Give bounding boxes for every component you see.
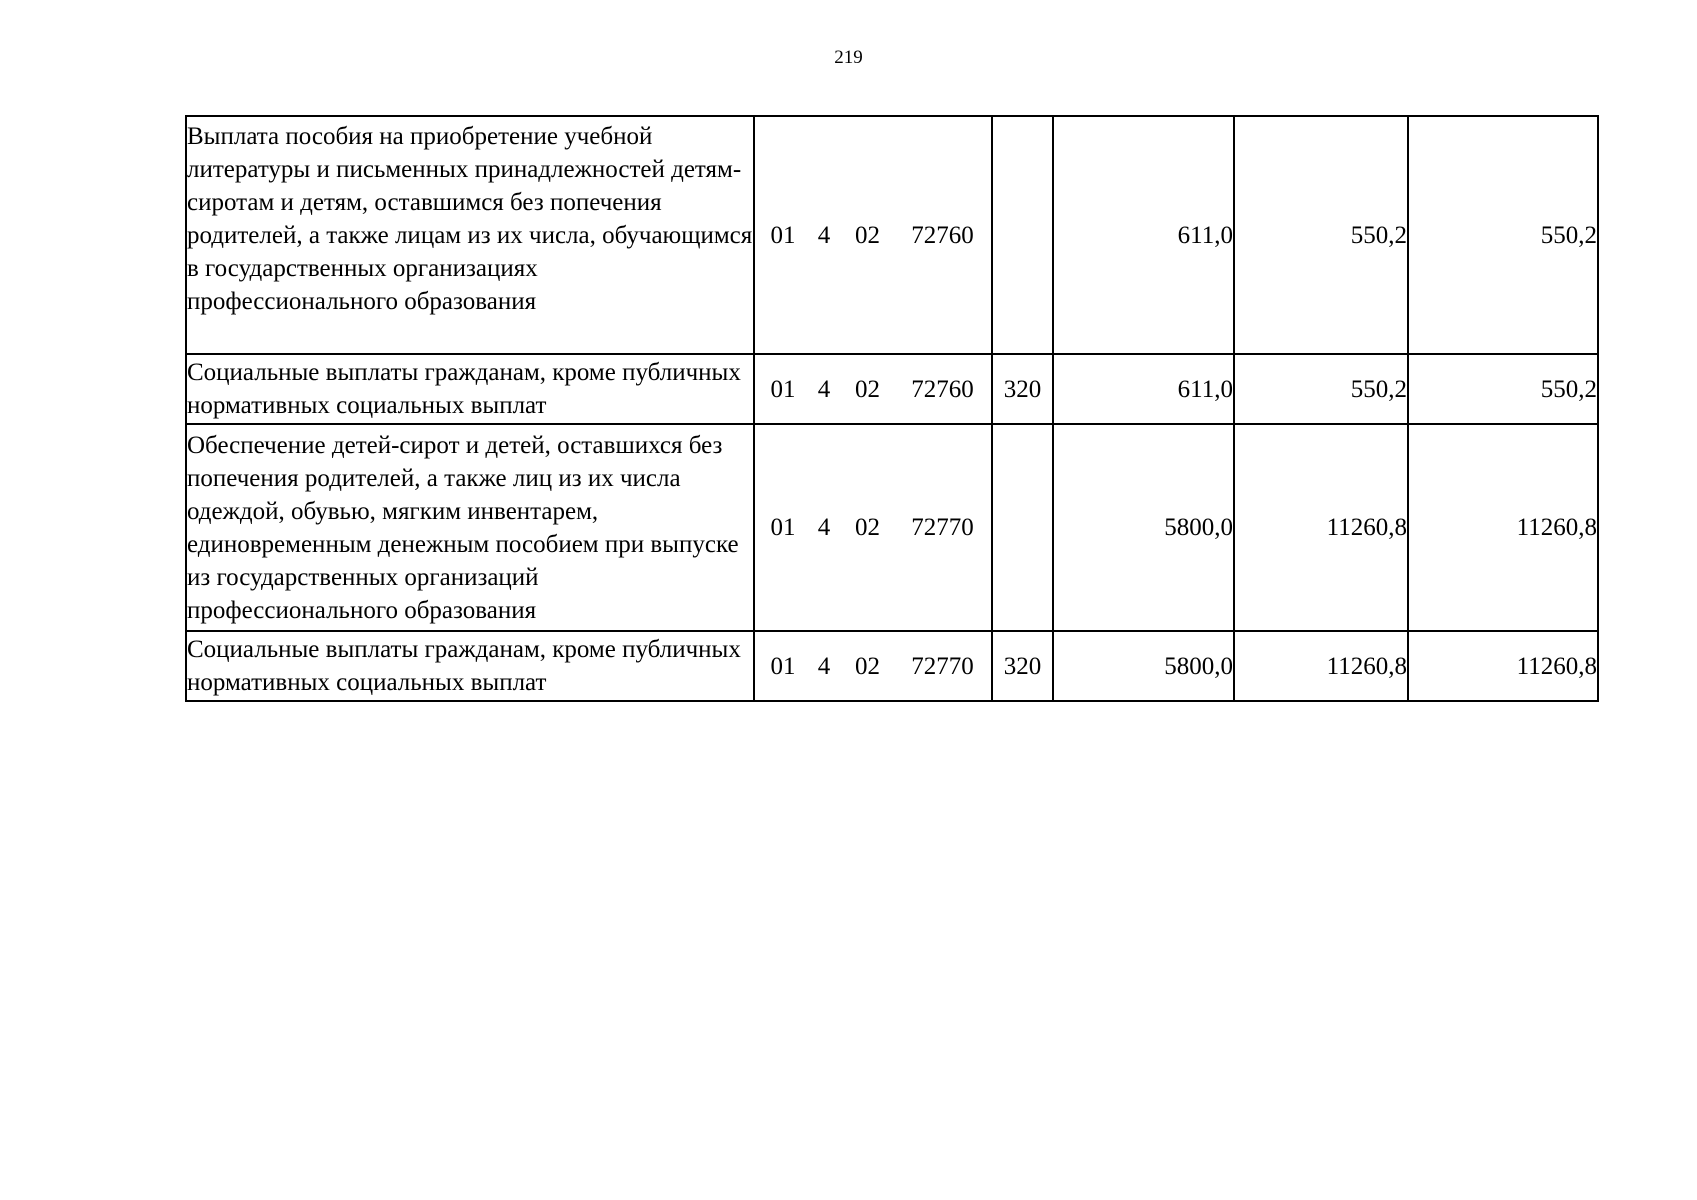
row-description: Обеспечение детей-сирот и детей, оставшихся без попечения родителей, а также лиц из их числа одеждой, обувью, мягким инвентарем, единовременным денежным пособием при выпуске из государственных организаций профессионального образования [186,424,754,631]
expense-type [992,424,1053,631]
value-year-3: 550,2 [1408,116,1598,354]
value-year-3: 550,2 [1408,354,1598,424]
code-direction: 72760 [911,221,974,249]
expense-type [992,116,1053,354]
value-year-3: 11260,8 [1408,424,1598,631]
code-main: 02 [855,514,880,541]
value-year-1: 611,0 [1053,116,1234,354]
budget-code-cell [754,116,992,354]
code-program: 01 [770,375,796,403]
value-year-1: 611,0 [1053,354,1234,424]
row-description: Социальные выплаты гражданам, кроме публичных нормативных социальных выплат [186,354,754,424]
value-year-1: 5800,0 [1053,631,1234,701]
table-row [186,424,1598,631]
code-subprogram: 4 [817,375,831,403]
budget-code-cell [754,631,992,701]
code-program: 01 [770,652,796,680]
code-main: 02 [855,652,880,680]
code-direction: 72770 [911,514,974,541]
code-direction: 72770 [911,652,974,680]
row-description: Социальные выплаты гражданам, кроме публичных нормативных социальных выплат [186,631,754,701]
value-year-3: 11260,8 [1408,631,1598,701]
value-year-2: 550,2 [1234,354,1408,424]
code-program: 01 [770,514,796,541]
code-direction: 72760 [911,375,974,403]
expense-type: 320 [992,631,1053,701]
code-main: 02 [855,375,880,403]
value-year-1: 5800,0 [1053,424,1234,631]
table-row [186,116,1598,354]
code-subprogram: 4 [817,514,831,541]
code-main: 02 [855,221,880,249]
table-row [186,354,1598,424]
value-year-2: 11260,8 [1234,424,1408,631]
budget-table [185,115,1599,702]
expense-type: 320 [992,354,1053,424]
code-subprogram: 4 [817,221,831,249]
budget-code-cell [754,354,992,424]
budget-code-cell [754,424,992,631]
page-number: 219 [834,47,863,68]
value-year-2: 550,2 [1234,116,1408,354]
row-description: Выплата пособия на приобретение учебной литературы и письменных принадлежностей детям-сиротам и детям, оставшимся без попечения родителей, а также лицам из их числа, обучающимся в государственных организациях профессионального образования [186,116,754,354]
code-program: 01 [770,221,796,249]
code-subprogram: 4 [817,652,831,680]
table-row [186,631,1598,701]
value-year-2: 11260,8 [1234,631,1408,701]
